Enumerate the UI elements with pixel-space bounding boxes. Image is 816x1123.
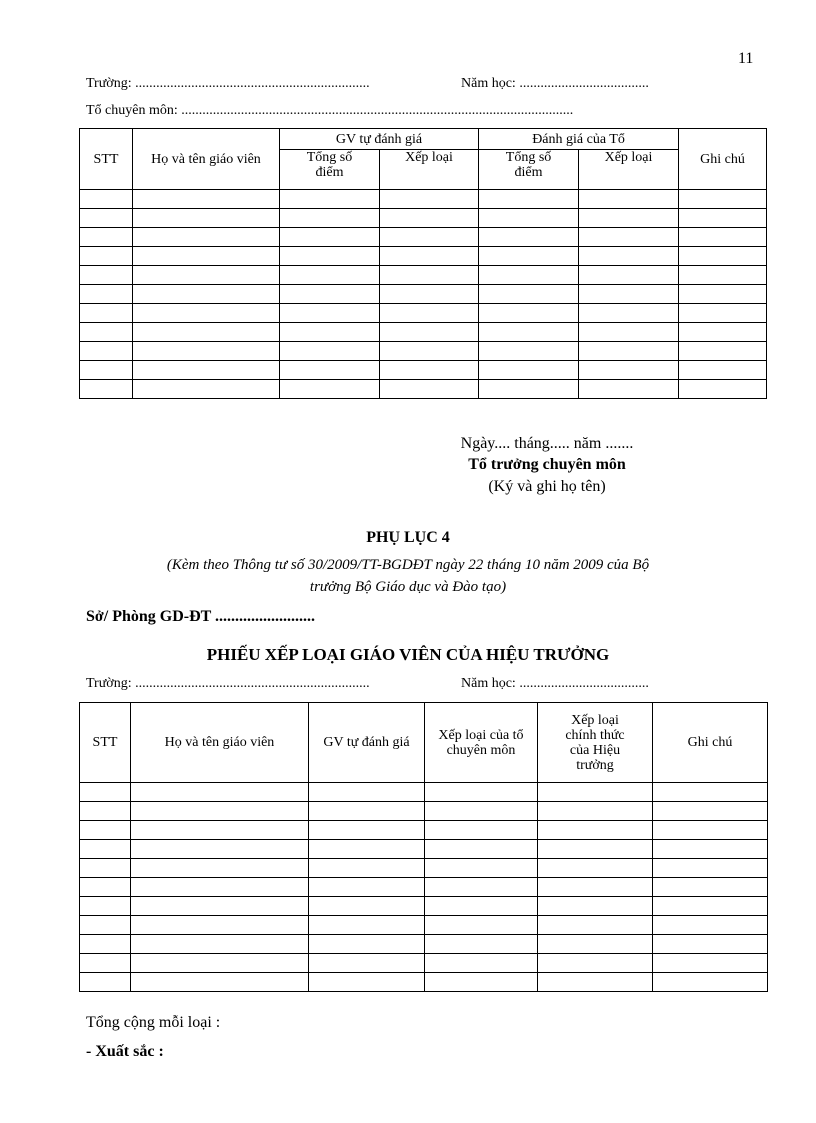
school-label-2: Trường: [86, 676, 132, 691]
form-title: PHIẾU XẾP LOẠI GIÁO VIÊN CỦA HIỆU TRƯỞNG [206, 645, 610, 664]
department-evaluation-table [79, 128, 767, 399]
school-dots: ................................................................... [135, 76, 370, 91]
school-label: Trường: [86, 76, 132, 91]
col-stt: STT [80, 129, 133, 190]
table-row [80, 840, 768, 859]
school-year-label: Năm học: [461, 76, 516, 91]
col-notes-2: Ghi chú [653, 703, 768, 783]
appendix-subtitle-line1: (Kèm theo Thông tư số 30/2009/TT-BGDĐT ngày 22 tháng 10 năm 2009 của Bộ [166, 557, 650, 573]
table-row [80, 973, 768, 992]
col-teacher-name-2: Họ và tên giáo viên [131, 703, 309, 783]
sub-self-rating: Xếp loại [380, 150, 479, 190]
col-teacher-name: Họ và tên giáo viên [133, 129, 280, 190]
sub-department-rating: Xếp loại [579, 150, 679, 190]
group-department-assessment: Đánh giá của Tổ [479, 129, 679, 150]
school-year-dots: ..................................... [519, 76, 649, 91]
table-row [80, 380, 767, 399]
summary-excellent: - Xuất sắc : [86, 1043, 164, 1060]
col-stt-2: STT [80, 703, 131, 783]
department-field [86, 103, 573, 119]
school-year-dots-2: ..................................... [519, 676, 649, 691]
table-row [80, 897, 768, 916]
col-notes: Ghi chú [679, 129, 767, 190]
appendix-title: PHỤ LỤC 4 [366, 529, 450, 546]
table-row [80, 266, 767, 285]
table-row [80, 323, 767, 342]
sub-department-total-score: Tổng số điểm [479, 150, 579, 190]
signature-note: (Ký và ghi họ tên) [488, 478, 606, 495]
school-year-field-2 [461, 676, 649, 692]
table-row [80, 285, 767, 304]
school-field-2 [86, 676, 370, 692]
signature-date: Ngày.... tháng..... năm ....... [460, 435, 634, 452]
school-year-label-2: Năm học: [461, 676, 516, 691]
table-row [80, 247, 767, 266]
appendix-subtitle-line2: trưởng Bộ Giáo dục và Đào tạo) [309, 579, 507, 595]
table-row [80, 209, 767, 228]
table-row [80, 859, 768, 878]
table-row [80, 935, 768, 954]
summary-label: Tổng cộng mỗi loại : [86, 1014, 221, 1031]
group-self-assessment: GV tự đánh giá [280, 129, 479, 150]
col-self-assessment: GV tự đánh giá [309, 703, 425, 783]
table-row [80, 361, 767, 380]
school-year-field [461, 76, 649, 92]
principal-rating-table [79, 702, 768, 992]
department-label: Tổ chuyên môn: [86, 103, 178, 118]
page-number: 11 [738, 50, 754, 67]
table-row [80, 304, 767, 323]
table-row [80, 802, 768, 821]
table-row [80, 783, 768, 802]
table-row [80, 954, 768, 973]
signature-title: Tổ trưởng chuyên môn [468, 456, 626, 473]
department-office-field: Sở/ Phòng GD-ĐT ......................... [86, 608, 316, 625]
table-row [80, 342, 767, 361]
table-row [80, 228, 767, 247]
table-row [80, 878, 768, 897]
table-row [80, 821, 768, 840]
sub-self-total-score: Tổng số điểm [280, 150, 380, 190]
table-row [80, 190, 767, 209]
col-principal-rating: Xếp loại chính thức của Hiệu trưởng [538, 703, 653, 783]
table-row [80, 916, 768, 935]
school-field [86, 76, 370, 92]
department-dots: ................................................................................................................ [181, 103, 574, 118]
school-dots-2: ................................................................... [135, 676, 370, 691]
col-department-rating: Xếp loại của tổ chuyên môn [425, 703, 538, 783]
